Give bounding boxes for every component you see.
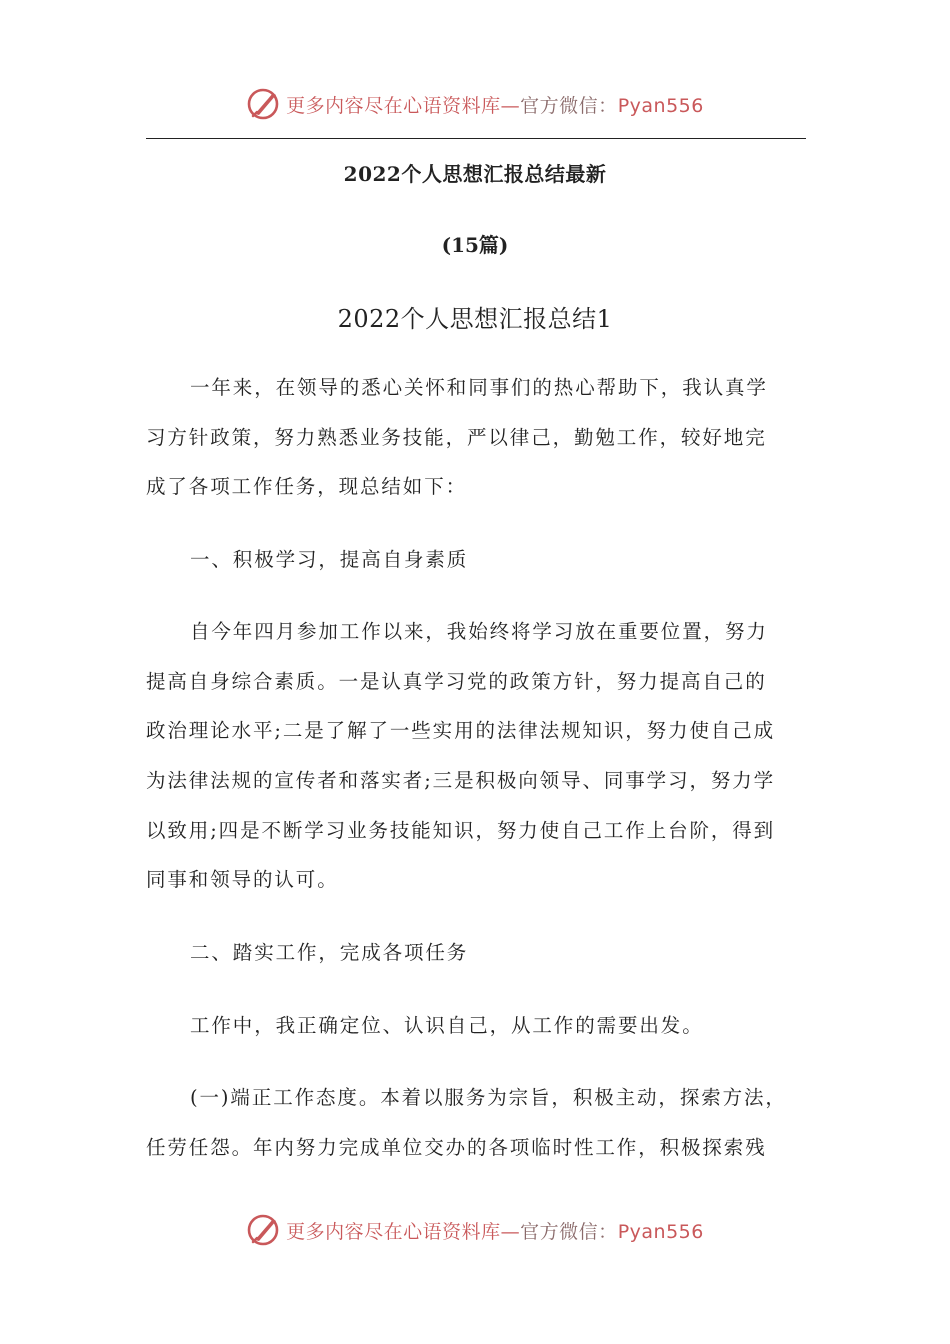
text-line: 任劳任怨。年内努力完成单位交办的各项临时性工作，积极探索残 [146,1135,767,1159]
quill-pen-logo-icon [246,86,282,122]
banner-brand: 更多内容尽在心语资料库 [286,1220,501,1243]
paragraph-attitude [146,1073,806,1172]
banner-wechat-id: Pyan556 [617,94,704,117]
banner-text [286,91,704,118]
text-line: 提高自身综合素质。一是认真学习党的政策方针，努力提高自己的 [146,669,767,693]
text-line: 同事和领导的认可。 [146,868,339,892]
heading-line: 二、踏实工作，完成各项任务 [190,941,469,964]
text-line: 习方针政策，努力熟悉业务技能，严以律己，勤勉工作，较好地完 [146,425,767,449]
text-line: 自今年四月参加工作以来，我始终将学习放在重要位置，努力 [190,620,768,643]
banner-wechat-label: 官方微信： [520,94,618,117]
banner-dash: — [500,94,521,117]
paragraph-intro [146,363,806,512]
footer-banner[interactable] [0,1208,950,1252]
text-line: 一年来，在领导的悉心关怀和同事们的热心帮助下，我认真学 [190,376,768,399]
text-line: 工作中，我正确定位、认识自己，从工作的需要出发。 [190,1014,704,1037]
text-line: 政治理论水平;二是了解了一些实用的法律法规知识，努力使自己成 [146,719,776,743]
paragraph-study [146,607,806,905]
document-title: 2022个人思想汇报总结最新 [343,162,607,186]
paragraph-work [146,1001,806,1051]
quill-pen-logo-icon [246,1212,282,1248]
heading-line: 一、积极学习，提高自身素质 [190,548,469,571]
section-title: 2022个人思想汇报总结1 [337,305,613,333]
text-line: 成了各项工作任务，现总结如下： [146,475,468,499]
banner-dash: — [500,1220,521,1243]
header-banner[interactable] [0,82,950,126]
heading-work [146,928,806,978]
text-line: (一)端正工作态度。本着以服务为宗旨，积极主动，探索方法， [190,1086,787,1109]
banner-wechat-label: 官方微信： [520,1220,618,1243]
text-line: 以致用;四是不断学习业务技能知识，努力使自己工作上台阶，得到 [146,818,776,842]
banner-wechat-id: Pyan556 [617,1220,704,1243]
document-count: (15篇) [441,233,509,257]
header-divider [146,138,806,139]
heading-study [146,535,806,585]
banner-text [286,1217,704,1244]
text-line: 为法律法规的宣传者和落实者;三是积极向领导、同事学习，努力学 [146,769,776,793]
banner-brand: 更多内容尽在心语资料库 [286,94,501,117]
